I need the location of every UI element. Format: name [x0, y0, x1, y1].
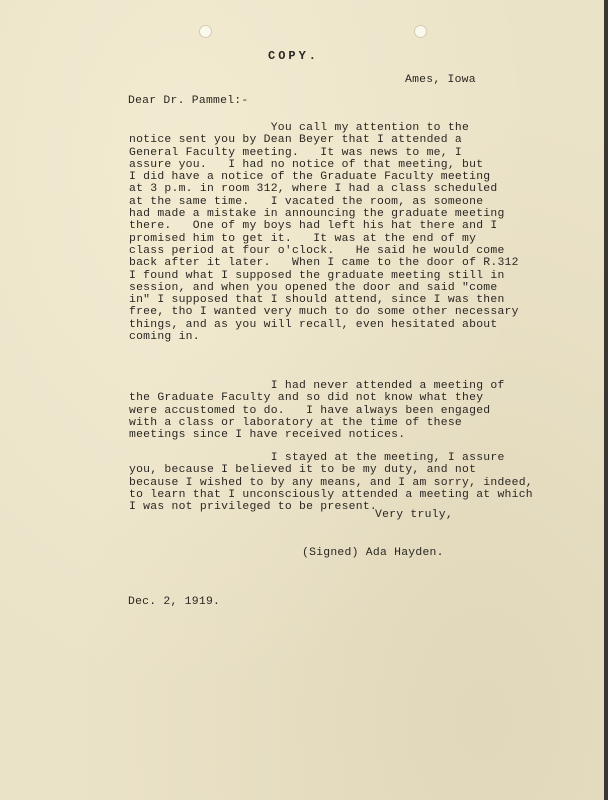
letter-place: Ames, Iowa: [405, 74, 476, 86]
text-line: General Faculty meeting. It was news to me, I: [129, 146, 463, 159]
text-line: free, tho I wanted very much to do some other necessary: [129, 306, 519, 319]
punch-hole: [199, 25, 212, 38]
text-line: were accustomed to do. I have always been engaged: [129, 404, 491, 417]
text-line: I stayed at the meeting, I assure: [129, 452, 505, 464]
signature: (Signed) Ada Hayden.: [302, 547, 444, 559]
text-line: things, and as you will recall, even hesitated about: [129, 318, 498, 331]
document-title: COPY.: [268, 49, 320, 63]
text-line: you, because I believed it to be my duty, and not: [129, 464, 477, 477]
text-line: the Graduate Faculty and so did not know what they: [129, 392, 484, 405]
text-line: session, and when you opened the door and said "come: [129, 281, 498, 294]
text-line: You call my attention to the: [129, 122, 470, 134]
text-line: I had never attended a meeting of: [129, 380, 505, 392]
salutation: Dear Dr. Pammel:-: [128, 95, 249, 107]
letter-date: Dec. 2, 1919.: [128, 596, 221, 608]
text-line: assure you. I had no notice of that meeting, but: [129, 158, 484, 171]
text-line: coming in.: [129, 331, 200, 344]
text-line: because I wished to by any means, and I am sorry, indeed,: [129, 476, 533, 489]
text-line: back after it later. When I came to the door of R.312: [129, 257, 519, 270]
paragraph-3: [129, 452, 533, 513]
closing: Very truly,: [375, 509, 453, 521]
text-line: at 3 p.m. in room 312, where I had a class scheduled: [129, 183, 498, 196]
text-line: promised him to get it. It was at the end of my: [129, 232, 477, 245]
punch-hole: [414, 25, 427, 38]
paragraph-1: [129, 122, 519, 343]
text-line: to learn that I unconsciously attended a meeting at which: [129, 488, 533, 501]
text-line: class period at four o'clock. He said he would come: [129, 244, 505, 257]
text-line: I found what I supposed the graduate meeting still in: [129, 269, 505, 282]
text-line: notice sent you by Dean Beyer that I attended a: [129, 134, 463, 147]
text-line: had made a mistake in announcing the graduate meeting: [129, 208, 505, 221]
paragraph-2: [129, 380, 505, 441]
text-line: I was not privileged to be present.: [129, 501, 377, 514]
text-line: with a class or laboratory at the time of these: [129, 416, 463, 429]
text-line: at the same time. I vacated the room, as someone: [129, 195, 484, 208]
text-line: meetings since I have received notices.: [129, 429, 406, 442]
text-line: I did have a notice of the Graduate Faculty meeting: [129, 171, 491, 184]
text-line: there. One of my boys had left his hat there and I: [129, 220, 498, 233]
text-line: in" I supposed that I should attend, since I was then: [129, 294, 505, 307]
